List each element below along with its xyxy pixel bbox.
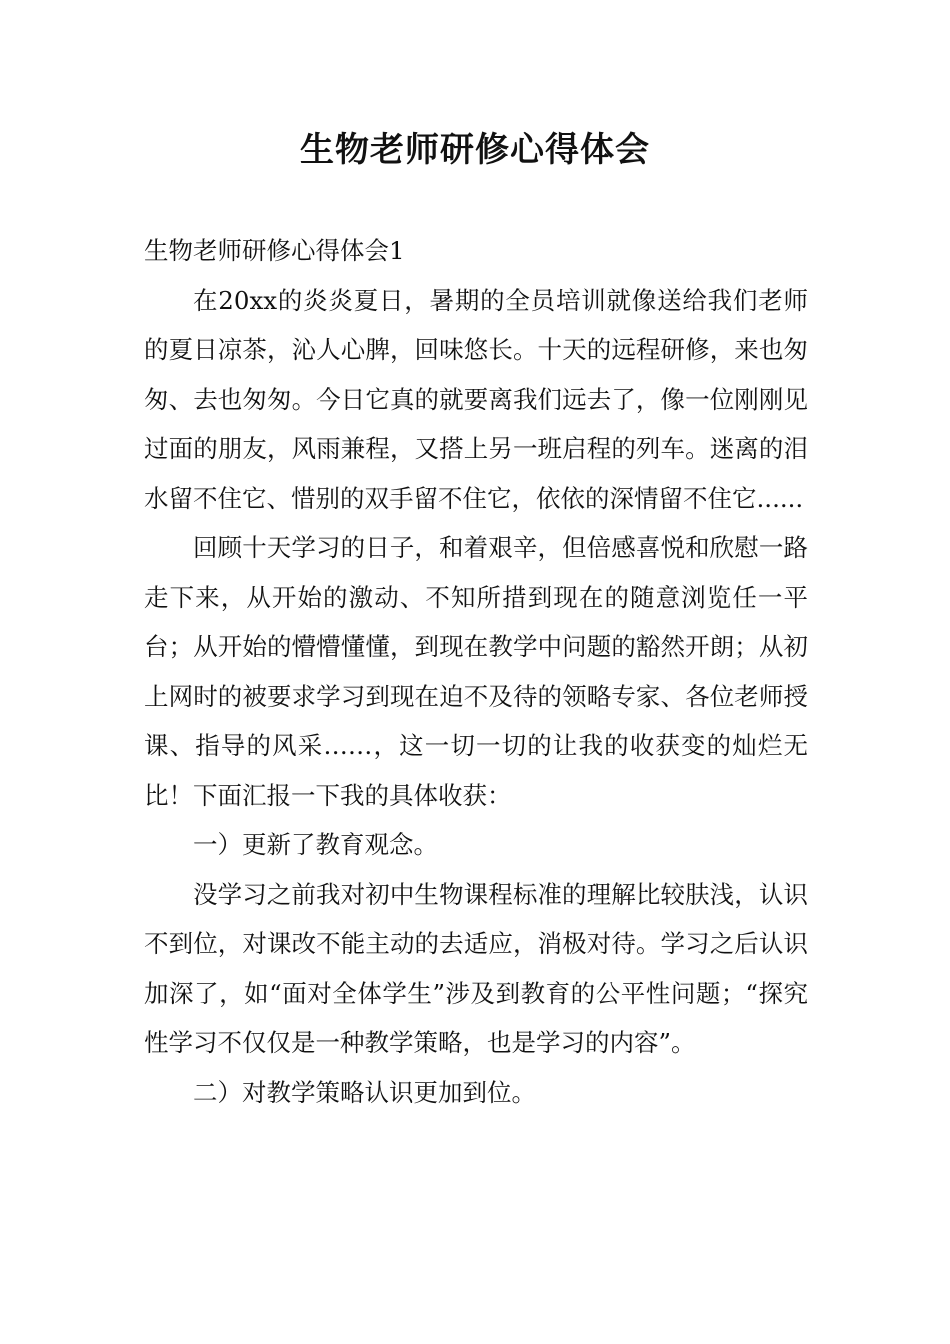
section-heading: 生物老师研修心得体会1 [144, 236, 405, 265]
paragraph-point-1: 没学习之前我对初中生物课程标准的理解比较肤浅，认识不到位，对课改不能主动的去适应，消极对待。学习之后认识加深了，如“面对全体学生”涉及到教育的公平性问题；“探究性学习不仅仅是一种教学策略，也是学习的内容”。 [144, 879, 808, 1057]
point-heading-2: 二）对教学策略认识更加到位。 [193, 1077, 536, 1107]
document-title: 生物老师研修心得体会 [300, 130, 650, 170]
paragraph-intro: 在20xx的炎炎夏日，暑期的全员培训就像送给我们老师的夏日凉茶，沁人心脾，回味悠长。十天的远程研修，来也匆匆、去也匆匆。今日它真的就要离我们远去了，像一位刚刚见过面的朋友，风雨兼程，又搭上另一班启程的列车。迷离的泪水留不住它、惜别的双手留不住它，依依的深情留不住它...... [144, 285, 808, 513]
point-heading-1: 一）更新了教育观念。 [193, 830, 438, 859]
paragraph-review: 回顾十天学习的日子，和着艰辛，但倍感喜悦和欣慰一路走下来，从开始的激动、不知所措到现在的随意浏览任一平台；从开始的懵懵懂懂，到现在教学中问题的豁然开朗；从初上网时的被要求学习到现在迫不及待的领略专家、各位老师授课、指导的风采……，这一切一切的让我的收获变的灿烂无比！下面汇报一下我的具体收获： [144, 533, 808, 810]
document-body [144, 226, 808, 1117]
